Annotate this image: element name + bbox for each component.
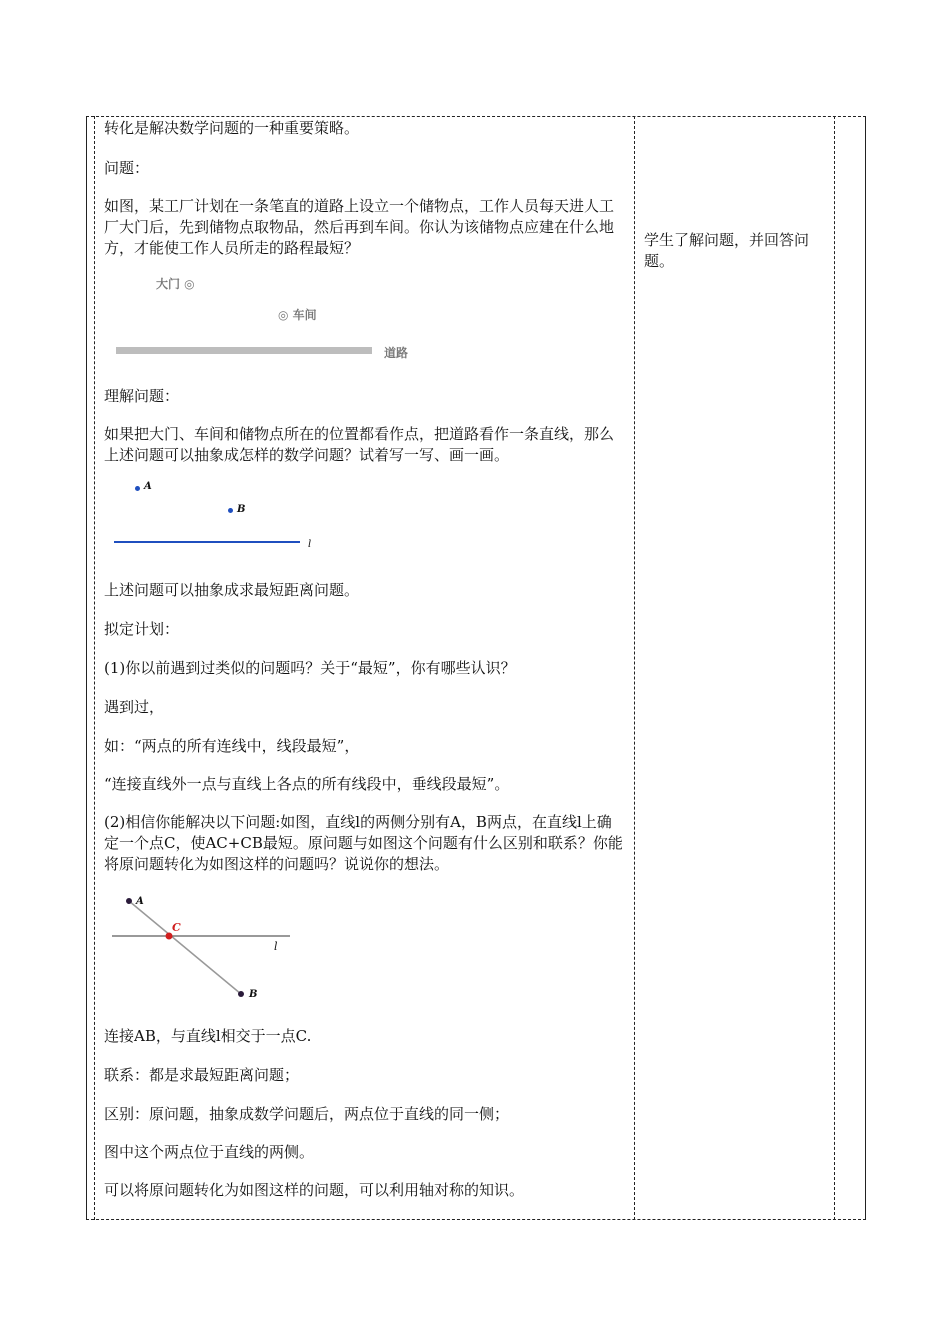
connect-text: 连接AB，与直线l相交于一点C. [104,1027,312,1045]
question-2: (2)相信你能解决以下问题:如图，直线l的两侧分别有A，B两点，在直线l上确定一个点C，使AC+CB最短。原问题与如图这个问题有什么区别和联系？你能将原问题转化为如图这样的问题吗？说说你的想法。 [104,813,623,873]
point-c-label: C [172,921,181,934]
column-divider-1 [634,116,635,1220]
understand-heading: 理解问题： [104,387,180,405]
workshop-label: ◎ 车间 [278,308,317,322]
answer-1: 遇到过， [104,698,165,716]
question-1: (1)你以前遇到过类似的问题吗？关于“最短”，你有哪些认识？ [104,659,516,677]
intro-text: 转化是解决数学问题的一种重要策略。 [104,119,360,137]
gate-label: 大门 ◎ [156,277,195,291]
point-a-label: A [144,481,152,492]
problem-heading: 问题： [104,159,150,177]
table-bottom-border [86,1219,866,1220]
point-b [238,991,244,997]
point-b-label: B [237,504,246,515]
understand-text: 如果把大门、车间和储物点所在的位置都看作点，把道路看作一条直线，那么上述问题可以抽象成怎样的数学问题？试着写一写、画一画。 [104,425,615,464]
abstract-text: 上述问题可以抽象成求最短距离问题。 [104,581,360,599]
road-bar [116,347,372,354]
example-2: “连接直线外一点与直线上各点的所有线段中，垂线段最短”。 [104,775,510,793]
difference-text: 区别：原问题，抽象成数学问题后，两点位于直线的同一侧； [104,1105,510,1123]
difference-text-2: 图中这个两点位于直线的两侧。 [104,1143,315,1161]
point-b-label: B [249,989,258,1000]
line-l [114,541,300,543]
example-1: 如：“两点的所有连线中，线段最短”， [104,737,360,755]
factory-figure [104,268,434,363]
line-l-label: l [308,539,312,550]
segment-ab [129,901,241,994]
student-activity-column [644,230,820,272]
road-label: 道路 [384,346,409,360]
point-a [135,486,140,491]
table-top-border [86,116,866,117]
student-activity-text: 学生了解问题，并回答问题。 [644,231,810,270]
table-right-border [865,116,866,1220]
reflection-figure [104,888,304,1003]
problem-text: 如图，某工厂计划在一条笔直的道路上设立一个储物点，工作人员每天进人工厂大门后，先到储物点取物品，然后再到车间。你认为该储物点应建在什么地方，才能使工作人员所走的路程最短？ [104,197,615,257]
point-b [228,508,233,513]
point-a [126,898,132,904]
plan-heading: 拟定计划： [104,620,180,638]
relation-text: 联系：都是求最短距离问题； [104,1066,300,1084]
point-a-label: A [136,896,144,907]
conclusion-text: 可以将原问题转化为如图这样的问题，可以利用轴对称的知识。 [104,1181,525,1199]
points-line-figure [104,478,324,553]
table-left-border [86,116,87,1220]
line-l-label: l [274,940,278,953]
inner-left-divider [94,116,95,1220]
column-divider-2 [834,116,835,1220]
